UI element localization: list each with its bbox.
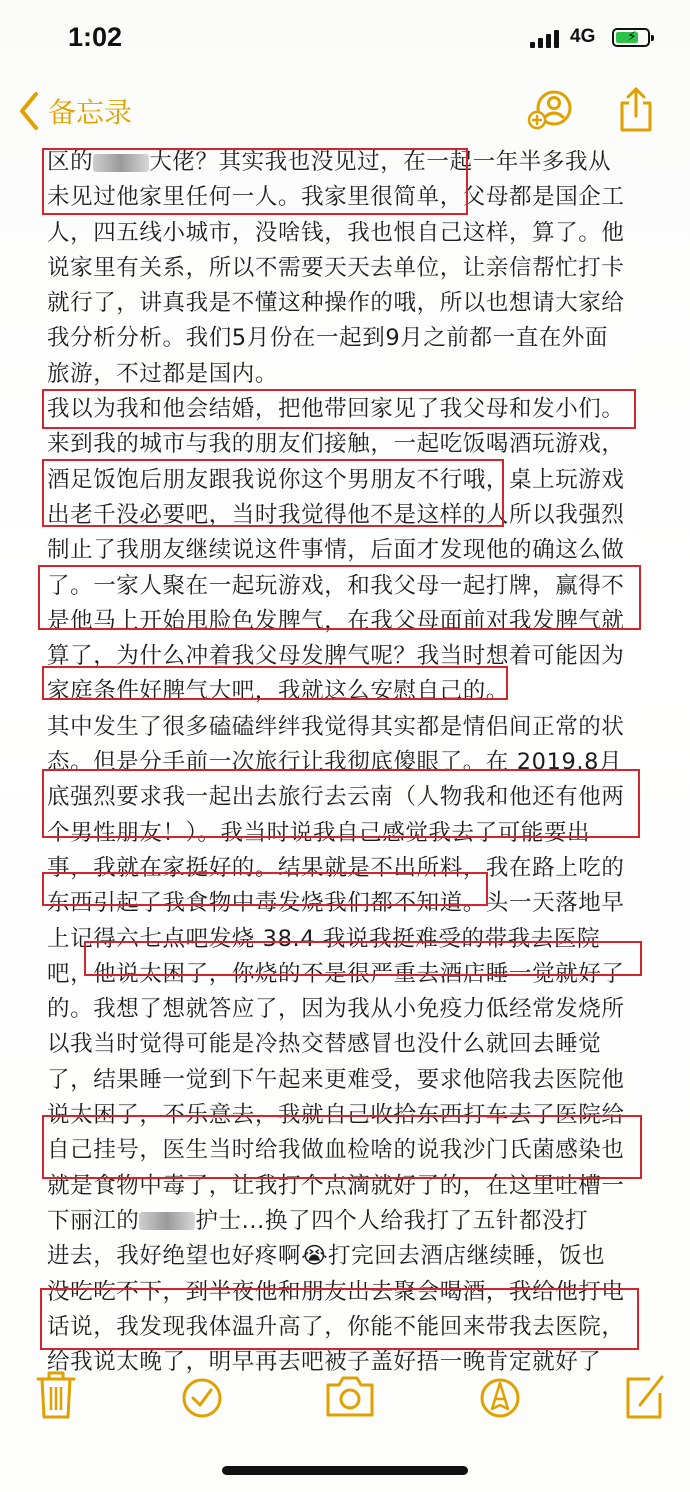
- note-line: 进去，我好绝望也好疼啊😭打完回去酒店继续睡，饭也: [47, 1243, 606, 1270]
- note-line: 没吃吃不下，到半夜他和朋友出去聚会喝酒，我给他打电: [47, 1278, 625, 1305]
- note-line: 自己挂号，医生当时给我做血检啥的说我沙门氏菌感染也: [47, 1137, 625, 1164]
- note-line: 话说，我发现我体温升高了，你能不能回来带我去医院，: [47, 1313, 625, 1340]
- note-line: 我以为我和他会结婚，把他带回家见了我父母和发小们。: [47, 396, 625, 423]
- note-line: 事，我就在家挺好的。结果就是不出所料，我在路上吃的: [47, 854, 625, 881]
- note-line: 旅游，不过都是国内。: [47, 360, 279, 387]
- note-line: 的。我想了想就答应了，因为我从小免疫力低经常发烧所: [47, 996, 625, 1023]
- note-line: 以我当时觉得可能是冷热交替感冒也没什么就回去睡觉: [47, 1031, 602, 1058]
- home-indicator[interactable]: [222, 1466, 468, 1475]
- note-line: 说家里有关系，所以不需要天天去单位，让亲信帮忙打卡: [47, 254, 625, 281]
- note-line: 吧，他说太困了，你烧的不是很严重去酒店睡一觉就好了: [47, 960, 625, 987]
- add-person-icon[interactable]: [526, 88, 574, 132]
- note-line: 人，四五线小城市，没啥钱，我也恨自己这样，算了。他: [47, 219, 625, 246]
- note-line: 制止了我朋友继续说这件事情，后面才发现他的确这么做: [47, 537, 625, 564]
- markup-icon[interactable]: [476, 1365, 524, 1425]
- camera-icon[interactable]: [324, 1365, 376, 1425]
- chevron-left-icon: [18, 91, 40, 131]
- note-line: 就是食物中毒了，让我打个点滴就好了的，在这里吐槽一: [47, 1172, 625, 1199]
- note-line: 我分析分析。我们5月份在一起到9月之前都一直在外面: [47, 325, 609, 352]
- note-line: 就行了，讲真我是不懂这种操作的哦，所以也想请大家给: [47, 290, 625, 317]
- note-line: 区的 大佬？其实我也没见过，在一起一年半多我从: [47, 149, 612, 175]
- note-line: 未见过他家里任何一人。我家里很简单，父母都是国企工: [47, 184, 625, 211]
- note-line: 家庭条件好脾气大吧，我就这么安慰自己的。: [47, 678, 510, 705]
- note-line: 上记得六七点吧发烧 38.4 我说我挺难受的带我去医院: [47, 925, 601, 952]
- note-line: 个男性朋友！）。我当时说我自己感觉我去了可能要出: [47, 819, 591, 846]
- note-line: 东西引起了我食物中毒发烧我们都不知道。头一天落地早: [47, 890, 625, 917]
- share-icon[interactable]: [616, 86, 656, 134]
- bottom-toolbar: [0, 1365, 690, 1435]
- compose-icon[interactable]: [620, 1365, 668, 1425]
- trash-icon[interactable]: [32, 1365, 80, 1425]
- note-line: 了。一家人聚在一起玩游戏，和我父母一起打牌，赢得不: [47, 572, 625, 599]
- note-body[interactable]: [47, 145, 662, 1380]
- redacted-text: [93, 154, 149, 172]
- note-line: 来到我的城市与我的朋友们接触，一起吃饭喝酒玩游戏，: [47, 431, 625, 458]
- note-line: 说太困了，不乐意去，我就自己收拾东西打车去了医院给: [47, 1102, 625, 1129]
- note-line: 出老千没必要吧，当时我觉得他不是这样的人所以我强烈: [47, 501, 625, 528]
- checklist-icon[interactable]: [178, 1365, 226, 1425]
- note-line: 其中发生了很多磕磕绊绊我觉得其实都是情侣间正常的状: [47, 713, 625, 740]
- note-line: 下丽江的 护士...换了四个人给我打了五针都没打: [47, 1207, 589, 1234]
- note-line: 算了，为什么冲着我父母发脾气呢？我当时想着可能因为: [47, 643, 625, 670]
- note-line: 底强烈要求我一起出去旅行去云南（人物我和他还有他两: [47, 784, 625, 811]
- cellular-signal-icon: [530, 28, 562, 48]
- battery-icon: ⚡: [612, 28, 650, 47]
- note-line: 态。但是分手前一次旅行让我彻底傻眼了。在 2019.8月: [47, 749, 623, 776]
- note-line: 是他马上开始甩脸色发脾气，在我父母面前对我发脾气就: [47, 607, 625, 634]
- note-line: 给我说太晚了，明早再去吧被子盖好捂一晚肯定就好了: [47, 1349, 602, 1376]
- note-line: 了，结果睡一觉到下午起来更难受，要求他陪我去医院他: [47, 1066, 625, 1093]
- network-type: 4G: [570, 26, 596, 47]
- back-label: 备忘录: [48, 96, 133, 129]
- back-button[interactable]: [18, 88, 158, 134]
- status-time: 1:02: [68, 22, 123, 52]
- note-line: 酒足饭饱后朋友跟我说你这个男朋友不行哦，桌上玩游戏: [47, 466, 625, 493]
- status-bar: [0, 0, 690, 80]
- redacted-text: [139, 1212, 195, 1230]
